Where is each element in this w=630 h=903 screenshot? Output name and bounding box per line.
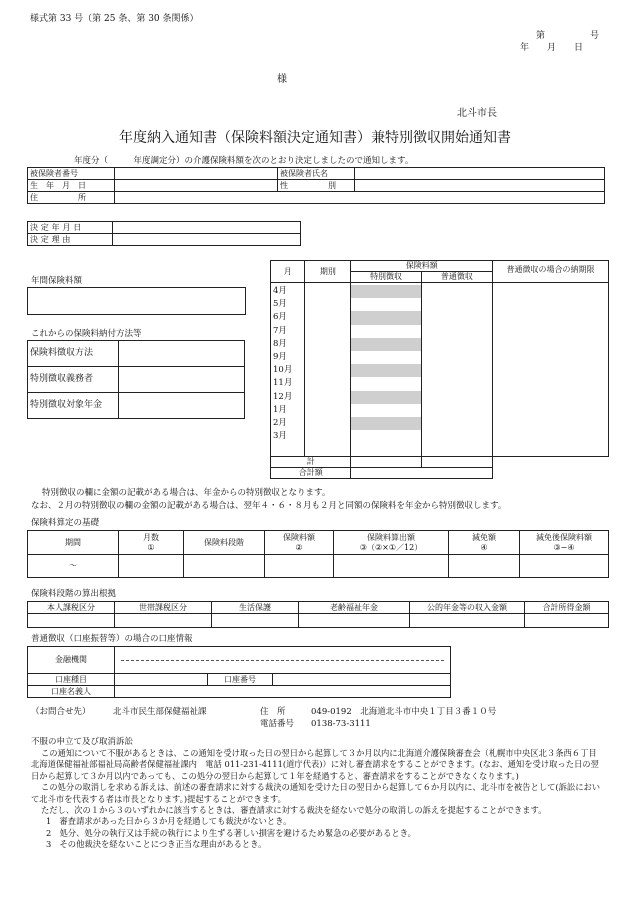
month-label: 1月 (273, 404, 287, 415)
basis-cell (184, 555, 265, 578)
basis-cell (449, 555, 520, 578)
period-header: 期別 (305, 261, 351, 283)
appeal-para: この通知について不服があるときは、この通知を受け取った日の翌日から起算して３か月以内に北海道介護保険審査会（札幌市中央区北３条西６丁目 北海道保健福祉部福祉局高齢者保健福祉課内 電話 011-231-4111(道庁代表)）に対し審査請求をすることができます。(なお、通知を受け取った日の翌日から起算して３か月以内であっても、この処分の翌日から起算して１年を経過すると、審査請求をすることができなくなります。) (31, 748, 599, 781)
contact-phone: 0138-73-3111 (311, 719, 371, 729)
basis2-heading: 保険料段階の算出根拠 (31, 589, 117, 599)
period-column (305, 283, 351, 457)
blank-cell (351, 351, 420, 364)
basis-heading: 保険料算定の基礎 (31, 518, 100, 528)
basis-calc-header: 保険料算出額 ③（②×①／12） (334, 531, 449, 555)
obligor-label: 特別徴収義務者 (28, 367, 119, 393)
basis2-cell (525, 614, 609, 628)
decision-date-label: 決定年月日 (28, 222, 113, 234)
shaded-cell (351, 417, 420, 430)
document-number: 第 号 (536, 31, 600, 41)
annual-premium-label: 年間保険料額 (31, 276, 83, 286)
basis2-cell (212, 614, 299, 628)
total-spacer (493, 457, 609, 479)
method-label: 保険料徴収方法 (28, 341, 119, 367)
note-february: なお、２月の特別徴収の欄の金額の記載がある場合は、翌年４・６・８月も２月と同額の保険料を年金から特別徴収します。 (31, 501, 507, 511)
address-label: 住 所 (28, 192, 115, 204)
insured-info-table (27, 167, 605, 204)
appeal-body (31, 748, 606, 851)
month-label: 2月 (273, 418, 287, 429)
special-column (351, 283, 421, 457)
shaded-cell (351, 364, 420, 377)
bank-heading: 普通徴収（口座振替等）の場合の口座情報 (31, 634, 193, 644)
pension-label: 特別徴収対象年金 (28, 393, 119, 419)
normal-header: 普通徴収 (421, 272, 492, 283)
addressee-suffix: 様 (277, 74, 287, 85)
bank-type-label: 口座種目 (28, 674, 115, 686)
bank-holder-value (115, 686, 451, 698)
month-label: 8月 (273, 338, 287, 349)
month-label: 10月 (273, 365, 293, 376)
basis-period-header: 期間 (28, 531, 119, 555)
insured-number-value (115, 168, 278, 180)
method-value (119, 341, 245, 367)
note-special: 特別徴収の欄に金額の記載がある場合は、年金からの特別徴収となります。 (42, 488, 331, 498)
basis-reduction-header: 減免額 ④ (449, 531, 520, 555)
basis2-cell (28, 614, 115, 628)
contact-dept: 北斗市民生部保健福祉課 (113, 707, 207, 717)
month-list (271, 283, 305, 457)
normal-column (421, 283, 492, 457)
decision-date-value (113, 222, 301, 234)
basis-cell (119, 555, 184, 578)
deadline-column (493, 283, 609, 457)
bank-table (27, 646, 451, 698)
form-number: 様式第 33 号（第 25 条、第 30 条関係） (30, 14, 199, 24)
basis-premium-header: 保険料額 ② (265, 531, 334, 555)
insured-number-label: 被保険者番号 (28, 168, 115, 180)
basis2-header: 本人課税区分 (28, 602, 115, 614)
month-label: 3月 (273, 431, 287, 442)
basis2-header: 公的年金等の収入金額 (410, 602, 525, 614)
basis-cell (334, 555, 449, 578)
grand-total-label: 合計額 (271, 468, 351, 479)
month-label: 11月 (273, 378, 293, 389)
total-special (351, 457, 421, 468)
appeal-item: 2 処分、処分の執行又は手続の執行により生ずる著しい損害を避けるため緊急の必要があるとき。 (45, 827, 416, 838)
basis-after-header: 減免後保険料額 ③−④ (520, 531, 609, 555)
shaded-cell (351, 285, 420, 298)
bank-holder-label: 口座名義人 (28, 686, 115, 698)
appeal-item: 1 審査請求があった日から３か月を経過しても裁決がないとき。 (45, 816, 292, 827)
obligor-value (119, 367, 245, 393)
appeal-para: この処分の取消しを求める訴えは、前述の審査請求に対する裁決の通知を受けた日の翌日から起算して６か月以内に、北斗市を被告として(訴訟において北斗市を代表する者は市長となります。)提起することができます。 (31, 782, 601, 804)
appeal-item: 3 その他裁決を経ないことにつき正当な理由があるとき。 (45, 839, 267, 850)
sex-label: 性 別 (278, 180, 355, 192)
basis-period-value: 〜 (28, 555, 119, 578)
annual-premium-box (27, 287, 246, 315)
address-value (115, 192, 605, 204)
sex-value (355, 180, 605, 192)
contact-address-label: 住 所 (260, 707, 286, 717)
bank-institution-value (115, 647, 451, 674)
contact-label: （お問合せ先） (31, 707, 91, 717)
basis-cell (265, 555, 334, 578)
blank-cell (351, 430, 420, 443)
appeal-para: ただし、次の１から３のいずれかに該当するときは、審査請求に対する裁決を経ないで処分の取消しの訴えを提起することができます。 (40, 805, 547, 816)
basis-level-header: 保険料段階 (184, 531, 265, 555)
basis2-header: 生活保護 (212, 602, 299, 614)
total-label: 計 (271, 457, 351, 468)
basis-table (27, 530, 609, 578)
insured-name-label: 被保険者氏名 (278, 168, 355, 180)
blank-cell (351, 325, 420, 338)
month-label: 12月 (273, 391, 293, 402)
basis2-cell (115, 614, 212, 628)
grand-total-value (351, 468, 493, 479)
birth-date-value (115, 180, 278, 192)
deadline-header: 普通徴収の場合の納期限 (493, 261, 609, 283)
dashed-divider (121, 660, 444, 661)
document-date: 年 月 日 (520, 43, 584, 53)
basis2-table (27, 601, 609, 628)
bank-number-value (273, 674, 451, 686)
month-label: 7月 (273, 325, 287, 336)
decision-reason-label: 決定理由 (28, 234, 113, 246)
contact-address: 049-0192 北海道北斗市中央１丁目３番１０号 (311, 707, 497, 717)
blank-cell (351, 404, 420, 417)
shaded-cell (351, 311, 420, 324)
shaded-cell (351, 338, 420, 351)
appeal-heading: 不服の申立て及び取消訴訟 (31, 737, 134, 747)
page-title: 年度納入通知書（保険料額決定通知書）兼特別徴収開始通知書 (119, 130, 511, 146)
payment-schedule-table (270, 260, 609, 479)
birth-date-label: 生 年 月 日 (28, 180, 115, 192)
month-label: 6月 (273, 312, 287, 323)
month-label: 5月 (273, 299, 287, 310)
basis2-cell (410, 614, 525, 628)
bank-institution-label: 金融機関 (28, 647, 115, 674)
decision-table (27, 221, 301, 246)
month-header: 月 (271, 261, 305, 283)
basis2-header: 世帯課税区分 (115, 602, 212, 614)
month-label: 9月 (273, 352, 287, 363)
payment-method-heading: これからの保険料納付方法等 (31, 329, 142, 339)
month-label: 4月 (273, 286, 287, 296)
bank-number-label: 口座番号 (208, 674, 273, 686)
basis2-header: 合計所得金額 (525, 602, 609, 614)
blank-cell (351, 377, 420, 390)
payment-method-table (27, 340, 245, 419)
contact-phone-label: 電話番号 (260, 719, 295, 729)
decision-reason-value (113, 234, 301, 246)
special-header: 特別徴収 (351, 272, 421, 283)
shaded-cell (351, 391, 420, 404)
basis2-header: 老齢福祉年金 (299, 602, 410, 614)
blank-cell (351, 298, 420, 311)
total-normal (421, 457, 492, 468)
issuer: 北斗市長 (457, 108, 497, 119)
insured-name-value (355, 168, 605, 180)
basis-cell (520, 555, 609, 578)
basis-months-header: 月数 ① (119, 531, 184, 555)
pension-value (119, 393, 245, 419)
amount-header: 保険料額 (351, 261, 493, 272)
basis2-cell (299, 614, 410, 628)
intro-text: 年度分（ 年度調定分）の介護保険料額を次のとおり決定しましたので通知します。 (74, 156, 414, 166)
bank-type-value (115, 674, 208, 686)
